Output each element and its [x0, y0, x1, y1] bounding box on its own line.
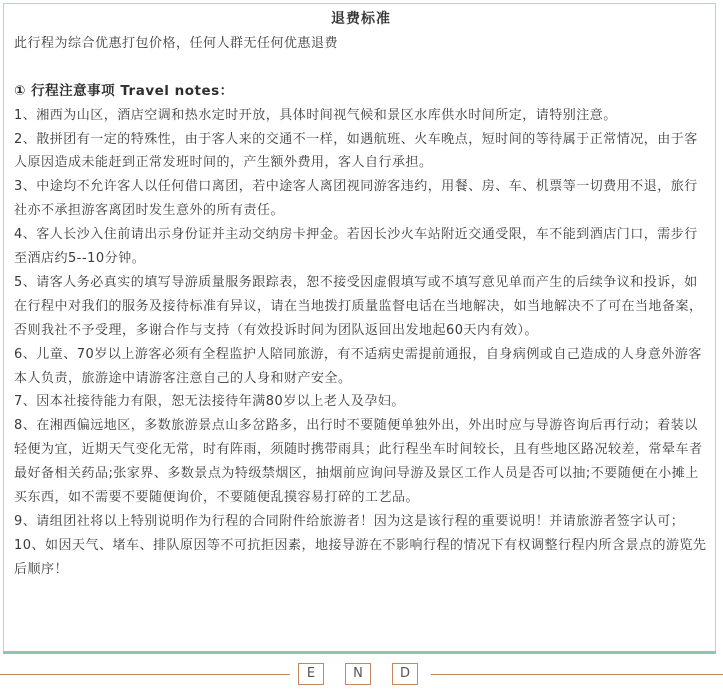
- note-item: 8、在湘西偏远地区，多数旅游景点山多岔路多，出行时不要随便单独外出，外出时应与导游咨询后再行动；着装以轻便为宜，近期天气变化无常，时有阵雨，须随时携带雨具；此行程坐车时间较长，且有些地区路况较差，常晕车者最好备相关药品;张家界、多数景点为特级禁烟区，抽烟前应询问导游及景区工作人员是否可以抽;不要随便在小摊上买东西，如不需要不要随便询价，不要随便乱摸容易打碎的工艺品。: [14, 418, 703, 506]
- spacer: [14, 56, 708, 80]
- end-divider: [0, 663, 723, 687]
- note-item: 3、中途均不允许客人以任何借口离团，若中途客人离团视同游客违约，用餐、房、车、机票等一切费用不退，旅行社亦不承担游客离团时发生意外的所有责任。: [14, 179, 698, 219]
- note-item: 9、请组团社将以上特别说明作为行程的合同附件给旅游者！因为这是该行程的重要说明！并请旅游者签字认可；: [14, 514, 685, 530]
- end-letter-n: N: [345, 663, 371, 685]
- end-divider-line-left: [0, 674, 290, 675]
- document-title: 退费标准: [331, 11, 391, 27]
- note-item: 2、散拼团有一定的特殊性，由于客人来的交通不一样，如遇航班、火车晚点，短时间的等待属于正常情况，由于客人原因造成未能赶到正常发班时间的，产生额外费用，客人自行承担。: [14, 131, 698, 171]
- note-item: 6、儿童、70岁以上游客必须有全程监护人陪同旅游，有不适病史需提前通报，自身病例或自己造成的人身意外游客本人负责，旅游途中请游客注意自己的人身和财产安全。: [14, 346, 702, 386]
- note-item: 5、请客人务必真实的填写导游质量服务跟踪表，恕不接受因虚假填写或不填写意见单而产生的后续争议和投诉，如在行程中对我们的服务及接待标准有异议，请在当地拨打质量监督电话在当地解决，如当地解决不了可在当地备案，否则我社不予受理，多谢合作与支持（有效投诉时间为团队返回出发地起60天内有效）。: [14, 274, 703, 338]
- note-item: 7、因本社接待能力有限，恕无法接待年满80岁以上老人及孕妇。: [14, 394, 405, 410]
- document-content: [14, 8, 708, 582]
- end-letter-d: D: [392, 663, 418, 685]
- frame-bottom-rule: [3, 651, 716, 654]
- note-item: 10、如因天气、堵车、排队原因等不可抗拒因素，地接导游在不影响行程的情况下有权调整行程内所含景点的游览先后顺序！: [14, 537, 707, 577]
- end-letter-e: E: [298, 663, 324, 685]
- note-item: 4、客人长沙入住前请出示身份证并主动交纳房卡押金。若因长沙火车站附近交通受限，车不能到酒店门口，需步行至酒店约5--10分钟。: [14, 227, 698, 267]
- note-item: 1、湘西为山区，酒店空调和热水定时开放，具体时间视气候和景区水库供水时间所定，请特别注意。: [14, 107, 617, 123]
- intro-text: 此行程为综合优惠打包价格，任何人群无任何优惠退费: [14, 35, 339, 51]
- notes-heading: ① 行程注意事项 Travel notes：: [14, 82, 234, 99]
- end-divider-line-right: [431, 674, 723, 675]
